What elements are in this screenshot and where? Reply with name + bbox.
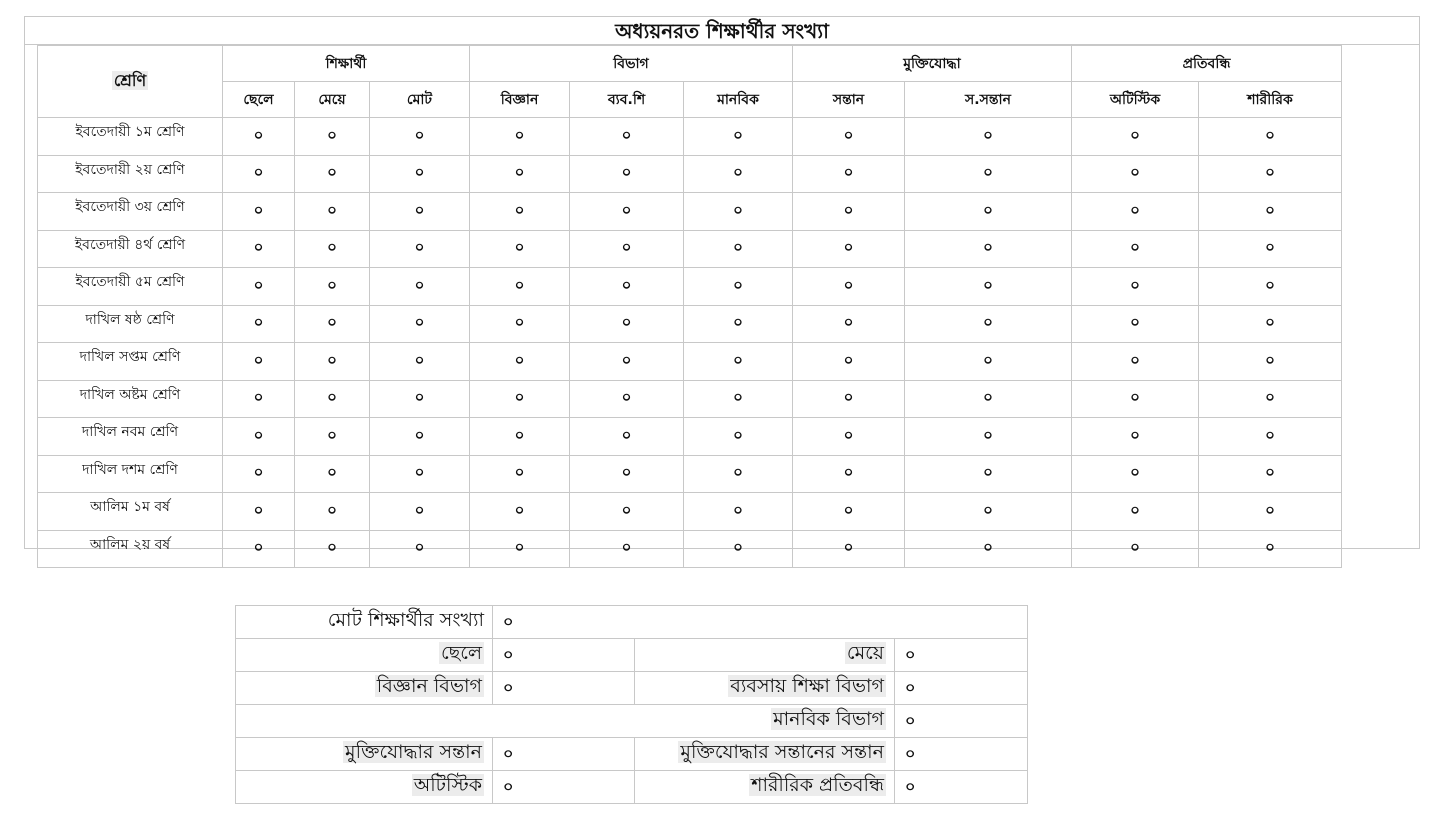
table-cell: ০: [1072, 118, 1199, 156]
table-cell: ০: [1199, 418, 1342, 456]
table-cell: ০: [370, 530, 470, 568]
table-cell: ০: [295, 380, 370, 418]
column-header: ছেলে: [223, 82, 295, 118]
table-cell: ০: [1199, 155, 1342, 193]
column-header: স.সন্তান: [905, 82, 1072, 118]
table-cell: ০: [684, 455, 793, 493]
table-cell: ০: [793, 193, 905, 231]
business-value: ০: [895, 672, 1028, 705]
table-cell: ০: [1199, 530, 1342, 568]
ff-child-label: মুক্তিযোদ্ধার সন্তান: [236, 738, 493, 771]
table-cell: ০: [370, 118, 470, 156]
table-cell: ০: [1199, 118, 1342, 156]
table-cell: ০: [470, 493, 570, 531]
column-header: মানবিক: [684, 82, 793, 118]
freedom-fighter-group-header: মুক্তিযোদ্ধা: [793, 46, 1072, 82]
table-cell: ০: [223, 268, 295, 306]
table-cell: ০: [295, 268, 370, 306]
table-cell: ০: [1199, 193, 1342, 231]
boys-value: ০: [493, 639, 635, 672]
row-label: ইবতেদায়ী ৫ম শ্রেণি: [38, 268, 223, 306]
total-value: ০: [493, 606, 1028, 639]
table-cell: ০: [905, 530, 1072, 568]
table-cell: ০: [905, 305, 1072, 343]
table-cell: ০: [1199, 343, 1342, 381]
table-cell: ০: [1072, 380, 1199, 418]
row-label: ইবতেদায়ী ৩য় শ্রেণি: [38, 193, 223, 231]
table-cell: ০: [370, 155, 470, 193]
humanities-value: ০: [895, 705, 1028, 738]
row-label: দাখিল ষষ্ঠ শ্রেণি: [38, 305, 223, 343]
table-cell: ০: [905, 418, 1072, 456]
column-header: সন্তান: [793, 82, 905, 118]
table-cell: ০: [570, 155, 684, 193]
table-row: [38, 193, 1342, 231]
table-cell: ০: [470, 530, 570, 568]
table-cell: ০: [1199, 455, 1342, 493]
table-cell: ০: [295, 530, 370, 568]
table-cell: ০: [793, 305, 905, 343]
column-header: অটিস্টিক: [1072, 82, 1199, 118]
table-cell: ০: [370, 305, 470, 343]
table-cell: ০: [370, 418, 470, 456]
table-cell: ০: [1199, 230, 1342, 268]
summary-row: [236, 672, 1028, 705]
table-cell: ০: [793, 230, 905, 268]
table-cell: ০: [905, 380, 1072, 418]
table-cell: ০: [905, 343, 1072, 381]
physical-label: শারীরিক প্রতিবন্ধি: [635, 771, 895, 804]
table-cell: ০: [684, 118, 793, 156]
student-table: [37, 45, 1342, 568]
table-cell: ০: [295, 343, 370, 381]
table-row: [38, 230, 1342, 268]
table-cell: ০: [570, 493, 684, 531]
column-header: মেয়ে: [295, 82, 370, 118]
table-cell: ০: [570, 343, 684, 381]
table-cell: ০: [223, 418, 295, 456]
table-cell: ০: [470, 380, 570, 418]
column-header: ব্যব.শি: [570, 82, 684, 118]
table-cell: ০: [370, 230, 470, 268]
table-cell: ০: [470, 230, 570, 268]
row-label: আলিম ২য় বর্ষ: [38, 530, 223, 568]
table-cell: ০: [570, 305, 684, 343]
table-cell: ০: [223, 455, 295, 493]
table-cell: ০: [470, 268, 570, 306]
table-cell: ০: [570, 530, 684, 568]
table-cell: ০: [370, 268, 470, 306]
table-cell: ০: [223, 118, 295, 156]
table-cell: ০: [570, 380, 684, 418]
table-cell: ০: [684, 418, 793, 456]
table-cell: ০: [470, 118, 570, 156]
humanities-label: মানবিক বিভাগ: [236, 705, 895, 738]
table-cell: ০: [1072, 193, 1199, 231]
boys-label: ছেলে: [236, 639, 493, 672]
table-cell: ০: [1199, 305, 1342, 343]
table-cell: ০: [684, 493, 793, 531]
table-cell: ০: [1072, 530, 1199, 568]
summary-row: [236, 639, 1028, 672]
table-cell: ০: [1072, 493, 1199, 531]
table-row: [38, 530, 1342, 568]
girls-value: ০: [895, 639, 1028, 672]
science-label: বিজ্ঞান বিভাগ: [236, 672, 493, 705]
table-cell: ০: [295, 230, 370, 268]
table-cell: ০: [370, 343, 470, 381]
column-header: মোট: [370, 82, 470, 118]
table-row: [38, 305, 1342, 343]
table-cell: ০: [295, 305, 370, 343]
table-cell: ০: [905, 118, 1072, 156]
page-title: অধ্যয়নরত শিক্ষার্থীর সংখ্যা: [25, 17, 1419, 45]
physical-value: ০: [895, 771, 1028, 804]
table-cell: ০: [223, 230, 295, 268]
table-cell: ০: [684, 230, 793, 268]
table-cell: ০: [470, 193, 570, 231]
column-header: শারীরিক: [1199, 82, 1342, 118]
table-cell: ০: [793, 343, 905, 381]
business-label: ব্যবসায় শিক্ষা বিভাগ: [635, 672, 895, 705]
table-cell: ০: [570, 455, 684, 493]
table-cell: ০: [1072, 455, 1199, 493]
disabled-group-header: প্রতিবন্ধি: [1072, 46, 1342, 82]
table-cell: ০: [684, 305, 793, 343]
table-cell: ০: [470, 155, 570, 193]
table-cell: ০: [570, 118, 684, 156]
table-row: [38, 155, 1342, 193]
table-cell: ০: [470, 343, 570, 381]
table-cell: ০: [1072, 343, 1199, 381]
table-cell: ০: [684, 380, 793, 418]
students-group-header: শিক্ষার্থী: [223, 46, 470, 82]
table-cell: ০: [295, 455, 370, 493]
table-cell: ০: [793, 268, 905, 306]
row-label: দাখিল নবম শ্রেণি: [38, 418, 223, 456]
table-cell: ০: [684, 268, 793, 306]
table-cell: ০: [223, 530, 295, 568]
table-cell: ০: [470, 305, 570, 343]
table-cell: ০: [370, 493, 470, 531]
table-cell: ০: [905, 493, 1072, 531]
table-cell: ০: [905, 455, 1072, 493]
table-cell: ০: [570, 268, 684, 306]
table-cell: ০: [793, 155, 905, 193]
summary-row: [236, 738, 1028, 771]
row-label: দাখিল সপ্তম শ্রেণি: [38, 343, 223, 381]
table-row: [38, 418, 1342, 456]
science-value: ০: [493, 672, 635, 705]
table-cell: ০: [223, 493, 295, 531]
class-header: শ্রেণি: [38, 46, 223, 118]
table-cell: ০: [223, 193, 295, 231]
table-cell: ০: [905, 268, 1072, 306]
table-cell: ০: [1199, 380, 1342, 418]
table-cell: ০: [370, 380, 470, 418]
row-label: আলিম ১ম বর্ষ: [38, 493, 223, 531]
table-cell: ০: [470, 418, 570, 456]
table-row: [38, 493, 1342, 531]
table-cell: ০: [793, 380, 905, 418]
row-label: দাখিল অষ্টম শ্রেণি: [38, 380, 223, 418]
table-cell: ০: [295, 118, 370, 156]
girls-label: মেয়ে: [635, 639, 895, 672]
autistic-label: অটিস্টিক: [236, 771, 493, 804]
table-cell: ০: [793, 530, 905, 568]
summary-table: [235, 605, 1028, 804]
table-cell: ০: [905, 155, 1072, 193]
table-cell: ০: [295, 418, 370, 456]
row-label: ইবতেদায়ী ২য় শ্রেণি: [38, 155, 223, 193]
table-cell: ০: [470, 455, 570, 493]
table-cell: ০: [1072, 418, 1199, 456]
ff-grandchild-label: মুক্তিযোদ্ধার সন্তানের সন্তান: [635, 738, 895, 771]
table-cell: ০: [1072, 268, 1199, 306]
table-cell: ০: [793, 418, 905, 456]
table-row: [38, 268, 1342, 306]
total-label: মোট শিক্ষার্থীর সংখ্যা: [236, 606, 493, 639]
table-cell: ০: [570, 193, 684, 231]
summary-row: [236, 771, 1028, 804]
table-cell: ০: [684, 193, 793, 231]
table-row: [38, 380, 1342, 418]
table-cell: ০: [223, 155, 295, 193]
table-cell: ০: [793, 118, 905, 156]
autistic-value: ০: [493, 771, 635, 804]
table-cell: ০: [905, 230, 1072, 268]
table-row: [38, 118, 1342, 156]
table-cell: ০: [223, 380, 295, 418]
row-label: ইবতেদায়ী ১ম শ্রেণি: [38, 118, 223, 156]
summary-row: [236, 606, 1028, 639]
table-cell: ০: [570, 418, 684, 456]
table-cell: ০: [793, 455, 905, 493]
row-label: দাখিল দশম শ্রেণি: [38, 455, 223, 493]
table-cell: ০: [570, 230, 684, 268]
ff-child-value: ০: [493, 738, 635, 771]
table-cell: ০: [370, 455, 470, 493]
table-cell: ০: [684, 530, 793, 568]
table-cell: ০: [223, 343, 295, 381]
table-cell: ০: [684, 155, 793, 193]
table-cell: ০: [1072, 155, 1199, 193]
ff-grandchild-value: ০: [895, 738, 1028, 771]
table-cell: ০: [1199, 493, 1342, 531]
table-cell: ০: [905, 193, 1072, 231]
table-cell: ০: [295, 155, 370, 193]
row-label: ইবতেদায়ী ৪র্থ শ্রেণি: [38, 230, 223, 268]
table-row: [38, 343, 1342, 381]
table-cell: ০: [223, 305, 295, 343]
table-cell: ০: [295, 493, 370, 531]
table-cell: ০: [1072, 305, 1199, 343]
summary-row: [236, 705, 1028, 738]
table-cell: ০: [684, 343, 793, 381]
table-row: [38, 455, 1342, 493]
table-cell: ০: [793, 493, 905, 531]
student-count-panel: [24, 16, 1420, 557]
table-cell: ০: [295, 193, 370, 231]
department-group-header: বিভাগ: [470, 46, 793, 82]
column-header: বিজ্ঞান: [470, 82, 570, 118]
table-cell: ০: [370, 193, 470, 231]
table-cell: ০: [1072, 230, 1199, 268]
table-cell: ০: [1199, 268, 1342, 306]
